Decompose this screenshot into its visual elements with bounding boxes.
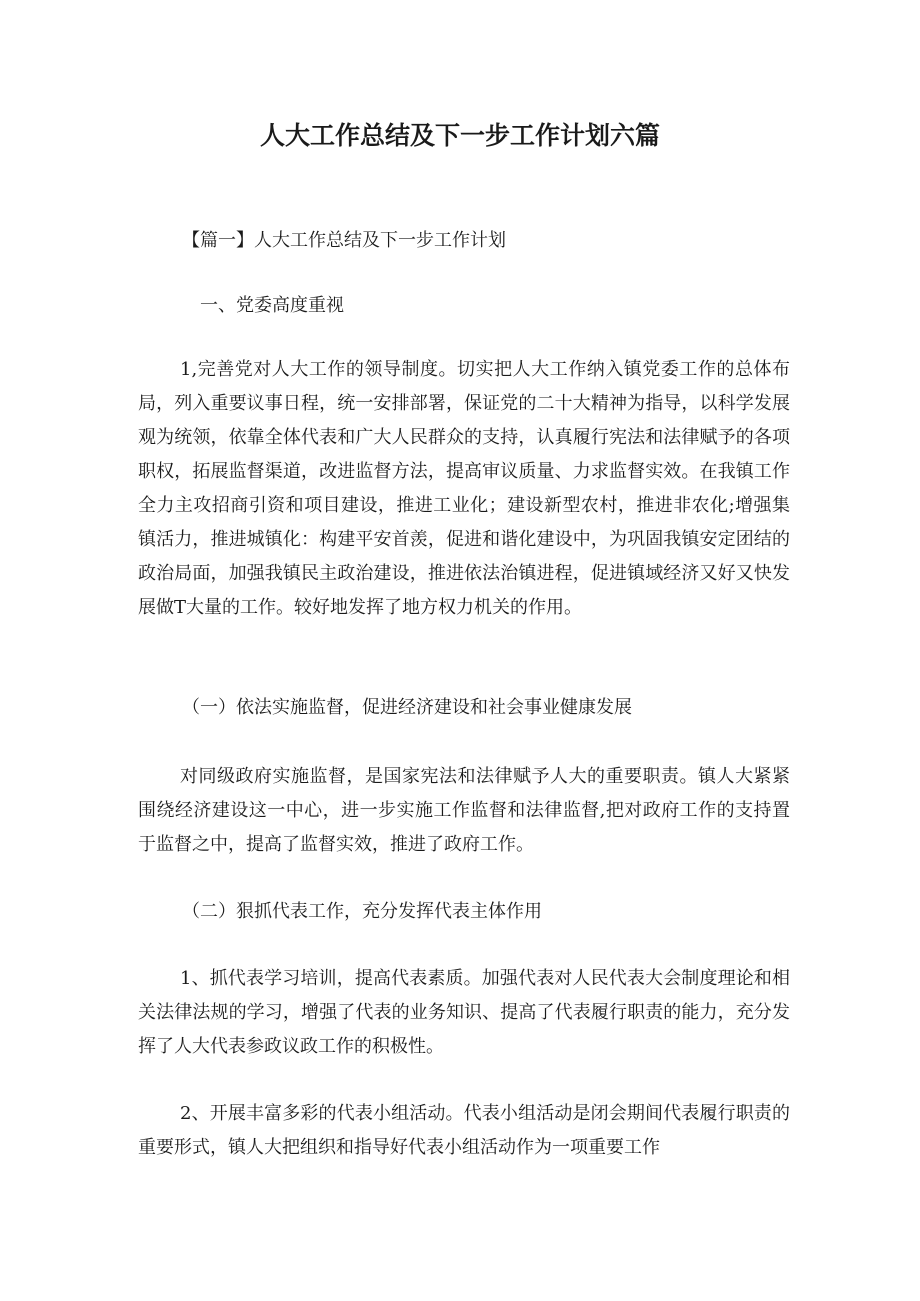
document-title: 人大工作总结及下一步工作计划六篇 xyxy=(259,121,660,150)
heading-party-committee: 一、党委高度重视 xyxy=(200,295,344,316)
paragraph-government-supervision: 对同级政府实施监督，是国家宪法和法律赋予人大的重要职责。镇人大紧紧围绕经济建设这一中心，进一步实施工作监督和法律监督,把对政府工作的支持置于监督之中，提高了监督实效，推进了政府工作。 xyxy=(138,766,790,855)
paragraph-deputy-group-activities: 2、开展丰富多彩的代表小组活动。代表小组活动是闭会期间代表履行职责的重要形式，镇人大把组织和指导好代表小组活动作为一项重要工作 xyxy=(138,1103,790,1158)
section-title: 【篇一】人大工作总结及下一步工作计划 xyxy=(182,230,506,251)
paragraph-deputy-training: 1、抓代表学习培训，提高代表素质。加强代表对人民代表大会制度理论和相关法律法规的学习，增强了代表的业务知识、提高了代表履行职责的能力，充分发挥了人大代表参政议政工作的积极性。 xyxy=(138,968,790,1057)
heading-supervision: （一）依法实施监督，促进经济建设和社会事业健康发展 xyxy=(182,697,632,718)
heading-deputy-work: （二）狠抓代表工作，充分发挥代表主体作用 xyxy=(182,901,542,922)
paragraph-leadership-system: 1,完善党对人大工作的领导制度。切实把人大工作纳入镇党委工作的总体布局，列入重要议事日程，统一安排部署，保证党的二十大精神为指导，以科学发展观为统领，依靠全体代表和广大人民群众的支持，认真履行宪法和法律赋予的各项职权，拓展监督渠道，改进监督方法，提高审议质量、力求监督实效。在我镇工作全力主攻招商引资和项目建设，推进工业化；建设新型农村，推进非农化;增强集镇活力，推进城镇化：构建平安首羡，促进和谐化建设中，为巩固我镇安定团结的政治局面，加强我镇民主政治建设，推进依法治镇进程，促进镇域经济又好又快发展做T大量的工作。较好地发挥了地方权力机关的作用。 xyxy=(138,359,790,618)
